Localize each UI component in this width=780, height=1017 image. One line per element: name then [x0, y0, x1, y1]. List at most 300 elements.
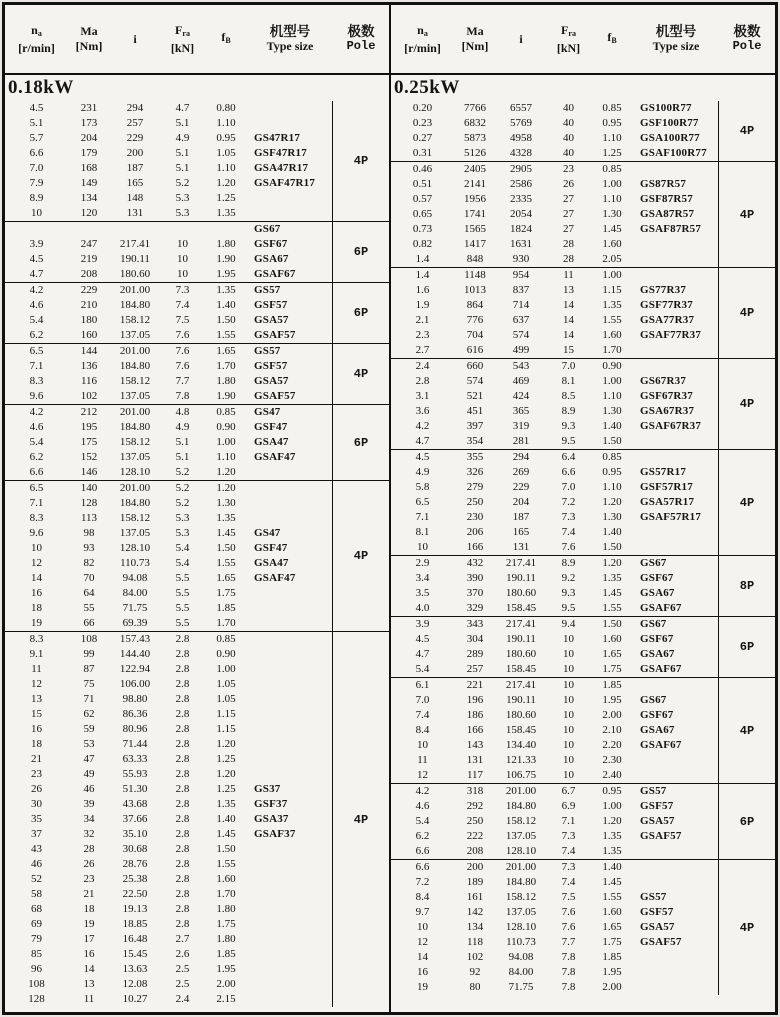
cell-type: GSF57	[254, 360, 288, 372]
cell-type: GSF47	[254, 421, 288, 433]
col-header-pole: 极数 Pole	[346, 24, 376, 53]
cell-type: GS67	[640, 694, 667, 706]
cell-fra: 7.8	[175, 390, 190, 402]
gear-group	[5, 481, 389, 632]
cell-na: 43	[31, 843, 42, 855]
cell-ma: 134	[80, 192, 98, 204]
cell-type	[633, 343, 718, 358]
cell-fb: 1.00	[602, 269, 622, 281]
cell-i: 69.39	[122, 617, 148, 629]
table-row	[5, 556, 332, 571]
cell-fb: 1.10	[602, 390, 622, 402]
cell-type	[633, 768, 718, 783]
cell-type: GS67R37	[640, 375, 687, 387]
cell-fb: 1.50	[216, 542, 236, 554]
cell-ma: 180	[80, 314, 98, 326]
cell-ma: 432	[466, 557, 484, 569]
table-panel-025kw	[391, 5, 775, 1012]
cell-type: GSAF47R17	[254, 177, 316, 189]
cell-ma: 26	[83, 858, 95, 870]
cell-i: 158.45	[505, 724, 537, 736]
table-row	[391, 753, 718, 768]
cell-fb: 2.00	[602, 709, 622, 721]
cell-i	[110, 222, 160, 237]
cell-fra: 4.7	[175, 102, 190, 114]
gear-group	[391, 556, 775, 617]
table-row	[5, 176, 332, 191]
group-rows	[391, 359, 718, 449]
cell-na: 4.6	[415, 800, 430, 812]
cell-i: 2335	[510, 193, 532, 205]
cell-ma: 451	[466, 405, 484, 417]
cell-type: GSAF37	[254, 828, 296, 840]
cell-i: 131	[126, 207, 144, 219]
table-row	[391, 222, 718, 237]
cell-na: 8.4	[415, 891, 430, 903]
cell-i: 201.00	[119, 345, 151, 357]
cell-na: 7.1	[29, 497, 44, 509]
cell-type	[633, 162, 718, 177]
cell-fra: 27	[563, 223, 574, 235]
table-row	[391, 389, 718, 404]
cell-i: 204	[512, 496, 530, 508]
cell-i: 84.00	[122, 587, 148, 599]
cell-i: 954	[512, 269, 530, 281]
pole-cell: 8P	[718, 556, 775, 616]
cell-fra: 2.8	[175, 663, 190, 675]
cell-fb: 1.95	[216, 268, 236, 280]
cell-type	[247, 842, 332, 857]
cell-ma: 168	[80, 162, 98, 174]
cell-i: 180.60	[505, 709, 537, 721]
col-header-ratio-i: i	[133, 31, 137, 46]
cell-ma: 143	[466, 739, 484, 751]
cell-fb: 1.30	[602, 405, 622, 417]
cell-i: 714	[512, 299, 530, 311]
pole-cell: 6P	[332, 222, 389, 282]
cell-na: 6.6	[415, 845, 430, 857]
cell-na: 46	[31, 858, 42, 870]
col-header-pole: 极数 Pole	[732, 24, 762, 53]
cell-fb: 1.95	[602, 694, 622, 706]
cell-ma: 87	[83, 663, 95, 675]
cell-na: 4.7	[415, 648, 430, 660]
cell-ma: 189	[466, 876, 484, 888]
cell-fra: 10	[563, 679, 574, 691]
cell-fb: 1.20	[602, 496, 622, 508]
cell-i: 365	[512, 405, 530, 417]
cell-na: 21	[31, 753, 42, 765]
cell-fb: 1.55	[216, 329, 236, 341]
cell-type: GSF57	[254, 299, 288, 311]
table-row	[391, 540, 718, 555]
pole-cell: 4P	[332, 101, 389, 221]
cell-i: 86.36	[122, 708, 148, 720]
cell-type	[247, 465, 332, 480]
cell-fra: 2.8	[175, 918, 190, 930]
cell-i: 128.10	[119, 542, 151, 554]
cell-i: 134.40	[505, 739, 537, 751]
table-row	[391, 510, 718, 525]
cell-type: GSA57R17	[640, 496, 695, 508]
table-row	[5, 435, 332, 450]
cell-na: 18	[31, 602, 42, 614]
cell-fra: 7.4	[561, 526, 576, 538]
cell-fb: 1.10	[216, 117, 236, 129]
cell-type: GS57	[254, 284, 281, 296]
cell-ma: 49	[83, 768, 95, 780]
table-row	[391, 920, 718, 935]
col-header-fb: $f_B$	[221, 30, 231, 45]
cell-i: 2054	[510, 208, 532, 220]
group-rows	[391, 556, 718, 616]
cell-i: 158.12	[119, 512, 151, 524]
cell-ma: 229	[80, 284, 98, 296]
table-row	[391, 784, 718, 799]
cell-ma: 136	[80, 360, 98, 372]
table-row	[5, 161, 332, 176]
cell-fb: 0.95	[602, 117, 622, 129]
cell-na: 1.9	[415, 299, 430, 311]
cell-type: GSAF57	[254, 329, 296, 341]
cell-fra: 2.8	[175, 708, 190, 720]
table-row	[391, 268, 718, 283]
cell-fb: 1.60	[216, 873, 236, 885]
cell-na: 3.6	[415, 405, 430, 417]
cell-fra: 40	[563, 132, 574, 144]
cell-ma: 55	[83, 602, 95, 614]
cell-fb: 1.10	[602, 193, 622, 205]
pole-cell: 4P	[332, 632, 389, 1007]
cell-ma: 5126	[464, 147, 486, 159]
group-rows	[391, 101, 718, 161]
cell-type: GSF77R37	[640, 299, 693, 311]
cell-fra: 2.8	[175, 768, 190, 780]
cell-fra: 2.8	[175, 858, 190, 870]
cell-fb: 1.80	[216, 238, 236, 250]
table-row	[391, 829, 718, 844]
cell-i: 15.45	[122, 948, 148, 960]
cell-na: 8.3	[29, 512, 44, 524]
cell-fra: 7.3	[561, 861, 576, 873]
cell-fb: 1.00	[602, 178, 622, 190]
cell-type	[247, 662, 332, 677]
cell-na: 7.4	[415, 709, 430, 721]
cell-fb: 1.20	[216, 738, 236, 750]
cell-ma: 98	[83, 527, 95, 539]
table-row	[5, 359, 332, 374]
group-rows	[391, 860, 718, 995]
cell-i: 217.41	[505, 618, 537, 630]
table-row	[391, 162, 718, 177]
table-row	[391, 131, 718, 146]
table-row	[391, 450, 718, 465]
table-row	[391, 525, 718, 540]
cell-fra: 10	[563, 754, 574, 766]
table-row	[5, 932, 332, 947]
cell-fra: 14	[563, 299, 574, 311]
cell-fb: 2.30	[602, 754, 622, 766]
cell-fb: 1.35	[216, 284, 236, 296]
table-row	[391, 860, 718, 875]
cell-fra: 6.9	[561, 800, 576, 812]
cell-fra: 8.5	[561, 390, 576, 402]
table-row	[391, 101, 718, 116]
cell-i: 930	[512, 253, 530, 265]
cell-ma: 704	[466, 329, 484, 341]
table-row	[5, 632, 332, 647]
cell-ma: 208	[80, 268, 98, 280]
cell-ma: 131	[466, 754, 484, 766]
cell-ma: 195	[80, 421, 98, 433]
cell-na: 6.5	[29, 482, 44, 494]
cell-ma: 231	[80, 102, 98, 114]
cell-ma: 326	[466, 466, 484, 478]
gear-group	[5, 632, 389, 1007]
cell-i: 281	[512, 435, 530, 447]
pole-cell: 4P	[332, 344, 389, 404]
cell-i: 158.45	[505, 663, 537, 675]
cell-ma: 23	[83, 873, 95, 885]
cell-na: 6.5	[29, 345, 44, 357]
cell-type	[247, 677, 332, 692]
cell-i: 190.11	[120, 253, 150, 265]
gear-group	[391, 101, 775, 162]
cell-fb: 1.35	[602, 845, 622, 857]
table-row	[391, 404, 718, 419]
cell-fb: 1.55	[216, 858, 236, 870]
cell-i: 158.45	[505, 602, 537, 614]
cell-fb: 1.50	[602, 618, 622, 630]
cell-fb: 0.85	[602, 451, 622, 463]
cell-type: GSAF87R57	[640, 223, 702, 235]
gear-group	[5, 283, 389, 344]
cell-na: 4.5	[415, 451, 430, 463]
cell-i: 137.05	[505, 830, 537, 842]
cell-na: 96	[31, 963, 42, 975]
table-row	[391, 359, 718, 374]
cell-ma: 200	[466, 861, 484, 873]
cell-fra: 26	[563, 178, 574, 190]
cell-type	[247, 872, 332, 887]
cell-na: 0.82	[412, 238, 433, 250]
col-header-na: $n_a$ [r/min]	[404, 22, 441, 55]
cell-fra: 10	[563, 694, 574, 706]
cell-na: 4.6	[29, 421, 44, 433]
cell-type	[247, 707, 332, 722]
table-row	[5, 101, 332, 116]
cell-i: 469	[512, 375, 530, 387]
cell-na: 2.4	[415, 360, 430, 372]
table-row	[391, 298, 718, 313]
cell-ma: 521	[466, 390, 484, 402]
cell-type	[633, 965, 718, 980]
cell-na: 19	[417, 981, 428, 993]
cell-fb: 1.60	[602, 238, 622, 250]
cell-i: 110.73	[506, 936, 536, 948]
cell-ma: 355	[466, 451, 484, 463]
cell-fra: 7.4	[561, 876, 576, 888]
cell-i: 35.10	[122, 828, 148, 840]
cell-fra: 5.5	[175, 602, 190, 614]
cell-type	[247, 116, 332, 131]
cell-i: 55.93	[122, 768, 148, 780]
cell-ma: 19	[83, 918, 95, 930]
cell-na: 14	[417, 951, 428, 963]
cell-fra: 10	[177, 238, 188, 250]
table-row	[5, 389, 332, 404]
cell-fb: 0.85	[216, 633, 236, 645]
cell-fb: 0.95	[602, 466, 622, 478]
cell-type: GSAF57	[254, 390, 296, 402]
table-row	[5, 252, 332, 267]
cell-na: 0.51	[412, 178, 433, 190]
cell-fra: 28	[563, 238, 574, 250]
cell-i: 137.05	[119, 390, 151, 402]
cell-i: 10.27	[122, 993, 148, 1005]
cell-fb: 1.50	[602, 435, 622, 447]
cell-fb: 1.85	[602, 679, 622, 691]
pole-cell: 4P	[718, 268, 775, 358]
group-rows	[391, 268, 718, 358]
table-row	[5, 797, 332, 812]
table-row	[391, 693, 718, 708]
cell-fb: 1.00	[216, 436, 236, 448]
cell-fb: 1.30	[602, 208, 622, 220]
cell-type	[247, 632, 332, 647]
cell-type: GSA57	[640, 815, 675, 827]
cell-i: 574	[512, 329, 530, 341]
cell-i: 1631	[510, 238, 532, 250]
table-row	[5, 496, 332, 511]
cell-type	[247, 962, 332, 977]
cell-type: GSF57	[640, 800, 674, 812]
cell-i: 190.11	[506, 633, 536, 645]
col-header-ratio-i: i	[519, 31, 523, 46]
cell-i: 184.80	[119, 299, 151, 311]
cell-i: 158.12	[119, 375, 151, 387]
cell-i: 137.05	[119, 451, 151, 463]
table-row	[391, 875, 718, 890]
col-header-type-size: 机型号 Type size	[266, 24, 314, 53]
cell-type: GSF67	[640, 633, 674, 645]
table-row	[5, 947, 332, 962]
cell-i: 217.41	[119, 238, 151, 250]
cell-type: GSAF77R37	[640, 329, 702, 341]
cell-na: 8.4	[415, 724, 430, 736]
table-row	[5, 677, 332, 692]
cell-i: 148	[126, 192, 144, 204]
cell-na: 12	[31, 678, 42, 690]
cell-na: 6.1	[415, 679, 430, 691]
cell-fra: 2.8	[175, 903, 190, 915]
cell-i: 4958	[510, 132, 532, 144]
cell-fb: 1.35	[602, 299, 622, 311]
cell-fra: 40	[563, 102, 574, 114]
cell-ma: 2141	[464, 178, 486, 190]
cell-fra: 5.3	[175, 207, 190, 219]
col-header-ma: Ma [Nm]	[75, 24, 103, 53]
table-row	[391, 738, 718, 753]
cell-fb: 1.40	[602, 861, 622, 873]
cell-i: 190.11	[506, 694, 536, 706]
power-rating-title: 0.18kW	[8, 77, 74, 98]
cell-i: 294	[512, 451, 530, 463]
cell-na: 3.5	[415, 587, 430, 599]
cell-na	[5, 222, 68, 237]
cell-type	[633, 860, 718, 875]
cell-fb: 1.60	[602, 633, 622, 645]
cell-type: GS87R57	[640, 178, 687, 190]
cell-i: 144.40	[119, 648, 151, 660]
cell-na: 0.27	[412, 132, 433, 144]
cell-fra: 10	[563, 724, 574, 736]
cell-na: 16	[31, 723, 42, 735]
cell-i: 71.75	[508, 981, 534, 993]
table-row	[391, 768, 718, 783]
cell-ma: 2405	[464, 163, 486, 175]
cell-type: GSF67R37	[640, 390, 693, 402]
cell-fra: 7.8	[561, 951, 576, 963]
table-body	[391, 75, 775, 1012]
cell-na: 0.23	[412, 117, 433, 129]
cell-fb: 1.45	[216, 828, 236, 840]
cell-type: GSA67	[640, 648, 675, 660]
cell-na: 4.7	[29, 268, 44, 280]
cell-na: 5.4	[29, 314, 44, 326]
col-header-fb: $f_B$	[607, 30, 617, 45]
cell-na: 7.0	[29, 162, 44, 174]
cell-type: GSAF67	[640, 602, 682, 614]
cell-na: 10	[417, 541, 428, 553]
cell-i: 158.12	[505, 891, 537, 903]
cell-i: 18.85	[122, 918, 148, 930]
table-row	[5, 616, 332, 631]
cell-fb: 1.80	[216, 375, 236, 387]
cell-na: 4.5	[29, 253, 44, 265]
cell-type	[633, 237, 718, 252]
cell-type	[633, 525, 718, 540]
cell-i: 319	[512, 420, 530, 432]
cell-ma: 1013	[464, 284, 486, 296]
cell-na: 85	[31, 948, 42, 960]
table-row	[5, 962, 332, 977]
table-row	[391, 980, 718, 995]
cell-i: 131	[512, 541, 530, 553]
cell-fb: 1.70	[216, 888, 236, 900]
cell-type	[247, 586, 332, 601]
cell-type	[247, 481, 332, 496]
cell-i: 200	[126, 147, 144, 159]
cell-na: 9.6	[29, 527, 44, 539]
cell-fra: 7.7	[561, 936, 576, 948]
cell-fb: 0.90	[602, 360, 622, 372]
cell-fb: 1.40	[602, 526, 622, 538]
cell-i: 84.00	[508, 966, 534, 978]
cell-type: GSF87R57	[640, 193, 693, 205]
cell-type	[247, 647, 332, 662]
cell-type	[633, 252, 718, 267]
cell-i: 71.44	[122, 738, 148, 750]
cell-fb: 1.35	[216, 207, 236, 219]
cell-fra: 11	[563, 269, 574, 281]
cell-type	[247, 767, 332, 782]
cell-fra: 40	[563, 117, 574, 129]
cell-fra: 2.8	[175, 843, 190, 855]
cell-fb: 1.70	[216, 360, 236, 372]
table-row	[391, 313, 718, 328]
cell-i: 80.96	[122, 723, 148, 735]
